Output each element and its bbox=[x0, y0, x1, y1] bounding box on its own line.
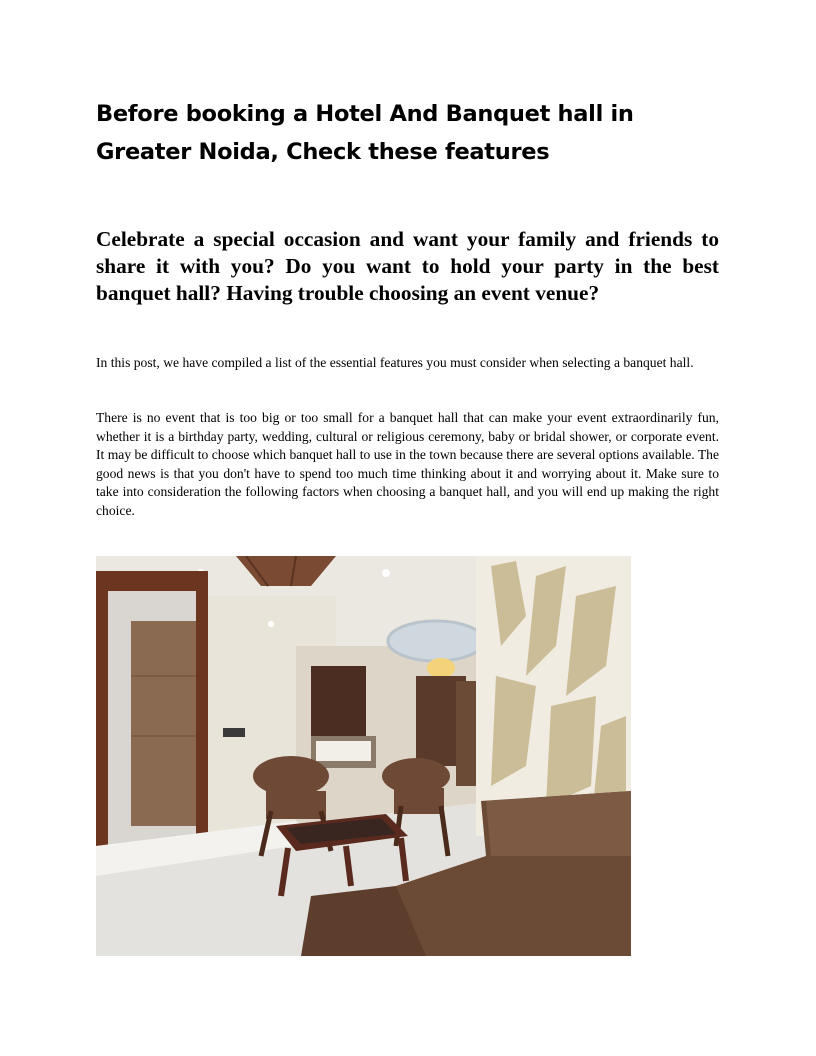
hotel-room-photo bbox=[96, 556, 631, 956]
subheading: Celebrate a special occasion and want your family and friends to share it with you? Do you want to hold your party in the best banquet hall? Having trouble choosing an event venue? bbox=[96, 227, 719, 306]
intro-paragraph: In this post, we have compiled a list of the essential features you must consider when selecting a banquet hall. bbox=[96, 355, 694, 370]
body-paragraph: There is no event that is too big or too small for a banquet hall that can make your event extraordinarily fun, whether it is a birthday party, wedding, cultural or religious ceremony, baby or bridal shower, or corporate event. It may be difficult to choose which banquet hall to use in the town because there are several options available. The good news is that you don't have to spend too much time thinking about it and worrying about it. Make sure to take into consideration the following factors when choosing a banquet hall, and you will end up making the right choice. bbox=[96, 410, 719, 518]
page-title: Before booking a Hotel And Banquet hall in Greater Noida, Check these features bbox=[96, 101, 634, 165]
